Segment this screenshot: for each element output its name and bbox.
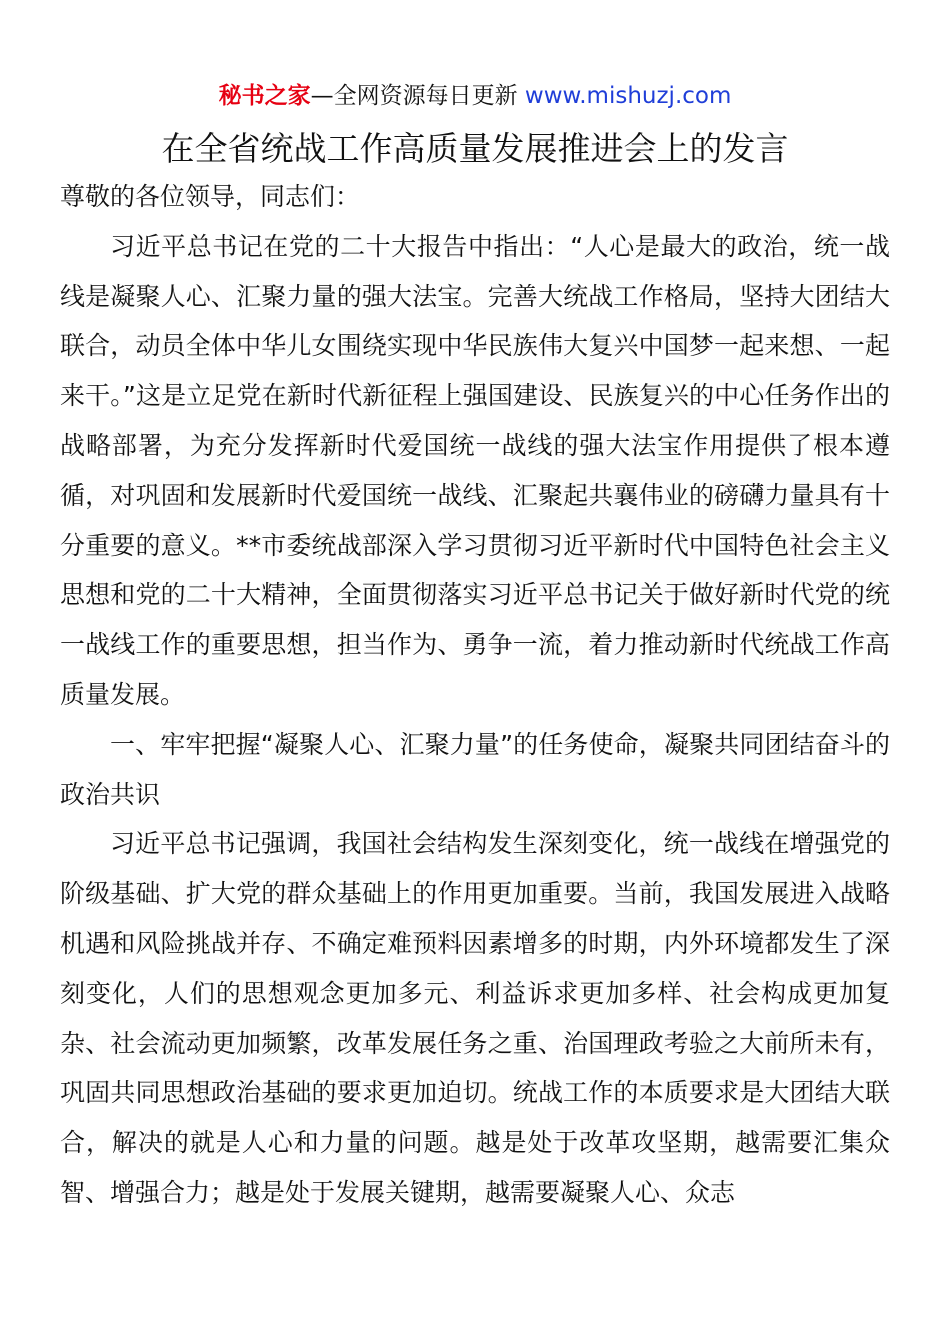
paragraph: 习近平总书记强调，我国社会结构发生深刻变化，统一战线在增强党的阶级基础、扩大党的群众基础上的作用更加重要。当前，我国发展进入战略机遇和风险挑战并存、不确定难预料因素增多的时期，内外环境都发生了深刻变化，人们的思想观念更加多元、利益诉求更加多样、社会构成更加复杂、社会流动更加频繁，改革发展任务之重、治国理政考验之大前所未有，巩固共同思想政治基础的要求更加迫切。统战工作的本质要求是大团结大联合，解决的就是人心和力量的问题。越是处于改革攻坚期，越需要汇集众智、增强合力；越是处于发展关键期，越需要凝聚人心、众志 bbox=[60, 829, 890, 1207]
paragraph: 习近平总书记在党的二十大报告中指出：“人心是最大的政治，统一战线是凝聚人心、汇聚力量的强大法宝。完善大统战工作格局，坚持大团结大联合，动员全体中华儿女围绕实现中华民族伟大复兴中国梦一起来想、一起来干。”这是立足党在新时代新征程上强国建设、民族复兴的中心任务作出的战略部署，为充分发挥新时代爱国统一战线的强大法宝作用提供了根本遵循，对巩固和发展新时代爱国统一战线、汇聚起共襄伟业的磅礴力量具有十分重要的意义。**市委统战部深入学习贯彻习近平新时代中国特色社会主义思想和党的二十大精神，全面贯彻落实习近平总书记关于做好新时代党的统一战线工作的重要思想，担当作为、勇争一流，着力推动新时代统战工作高质量发展。 bbox=[60, 231, 890, 709]
site-url-link[interactable]: www.mishuzj.com bbox=[524, 83, 732, 109]
salutation: 尊敬的各位领导，同志们： bbox=[60, 182, 361, 211]
header-banner bbox=[0, 80, 950, 112]
document-body bbox=[60, 172, 890, 1218]
document-title: 在全省统战工作高质量发展推进会上的发言 bbox=[161, 129, 789, 168]
brand-name: 秘书之家 bbox=[218, 83, 311, 109]
header-tagline: —全网资源每日更新 bbox=[310, 83, 525, 109]
section-heading: 一、牢牢把握“凝聚人心、汇聚力量”的任务使命，凝聚共同团结奋斗的政治共识 bbox=[60, 729, 890, 809]
